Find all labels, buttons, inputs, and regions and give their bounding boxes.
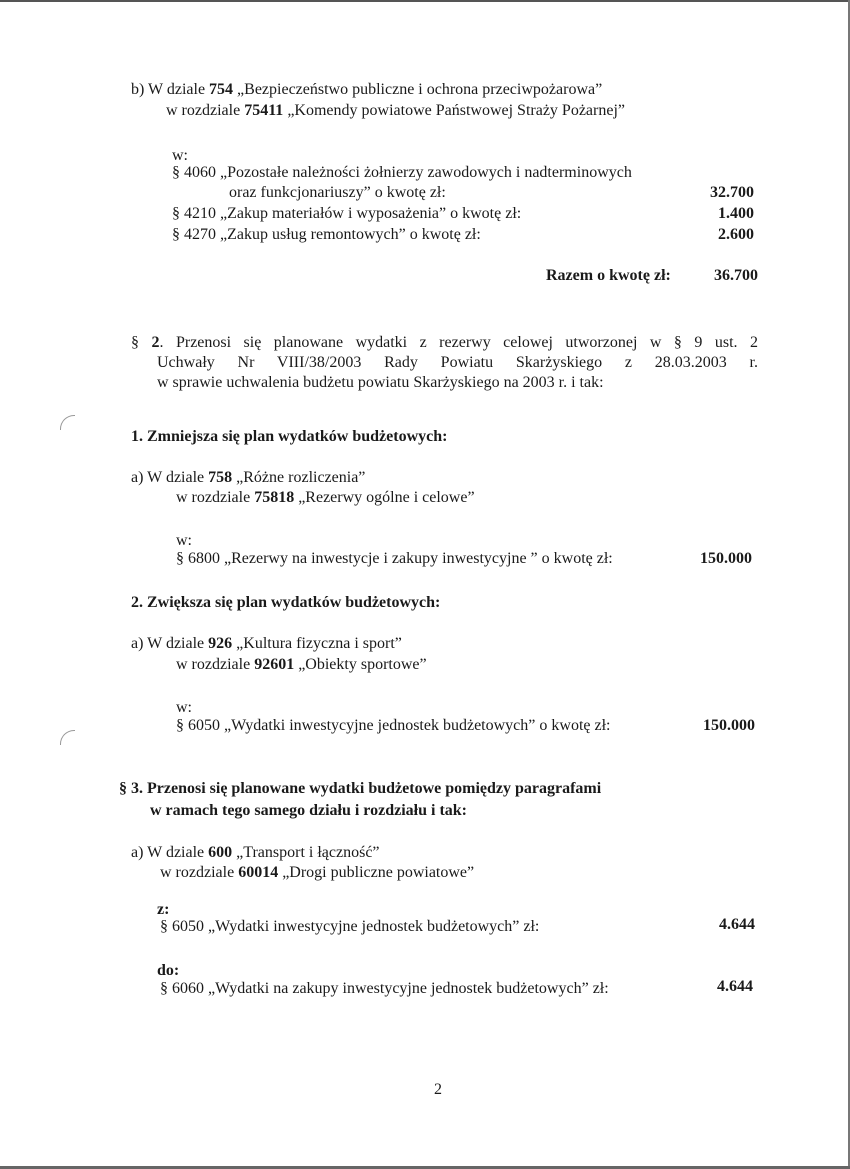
par2-p1-amount: 150.000 (700, 550, 752, 567)
par2-p1-w-label: w: (176, 532, 192, 549)
punch-hole-mark (60, 730, 75, 745)
section-b-total-amount: 36.700 (714, 267, 758, 284)
par3-heading-line1: § 3. Przenosi się planowane wydatki budżetowe pomiędzy paragrafami (119, 780, 602, 797)
par2-point1-heading: 1. Zmniejsza się plan wydatków budżetowych: (131, 428, 448, 445)
par2-p2-line1: a) W dziale 926 „Kultura fizyczna i sport” (131, 635, 402, 652)
section-b-item1-line2: oraz funkcjonariuszy” o kwotę zł: (229, 184, 446, 201)
section-b-item3: § 4270 „Zakup usług remontowych” o kwotę zł: (172, 226, 481, 243)
par3-do-label: do: (157, 962, 180, 979)
par2-p1-item: § 6800 „Rezerwy na inwestycje i zakupy inwestycyjne ” o kwotę zł: (176, 550, 613, 567)
section-b-item2-amount: 1.400 (718, 205, 754, 222)
par3-a-line2: w rozdziale 60014 „Drogi publiczne powiatowe” (160, 864, 475, 881)
par2-p2-w-label: w: (176, 699, 192, 716)
par2-line1: § 2. Przenosi się planowane wydatki z rezerwy celowej utworzonej w § 9 ust. 2 (131, 334, 759, 351)
par2-p1-line1: a) W dziale 758 „Różne rozliczenia” (131, 469, 366, 486)
section-b-w-label: w: (172, 147, 188, 164)
par2-line3: w sprawie uchwalenia budżetu powiatu Skarżyskiego na 2003 r. i tak: (157, 374, 604, 391)
section-b-item3-amount: 2.600 (718, 226, 754, 243)
section-b-line2: w rozdziale 75411 „Komendy powiatowe Państwowej Straży Pożarnej” (166, 102, 625, 119)
par2-p1-line2: w rozdziale 75818 „Rezerwy ogólne i celowe” (176, 489, 475, 506)
par2-p2-line2: w rozdziale 92601 „Obiekty sportowe” (176, 656, 427, 673)
par2-line2: Uchwały Nr VIII/38/2003 Rady Powiatu Skarżyskiego z 28.03.2003 r. (157, 354, 758, 371)
par3-a-line1: a) W dziale 600 „Transport i łączność” (131, 844, 380, 861)
par2-p2-item: § 6050 „Wydatki inwestycyjne jednostek budżetowych” o kwotę zł: (176, 717, 611, 734)
section-b-item2: § 4210 „Zakup materiałów i wyposażenia” o kwotę zł: (172, 205, 522, 222)
section-b-item1-line1: § 4060 „Pozostałe należności żołnierzy zawodowych i nadterminowych (172, 164, 632, 181)
scan-edge-top (0, 0, 850, 2)
par3-do-item: § 6060 „Wydatki na zakupy inwestycyjne jednostek budżetowych” zł: (160, 980, 609, 997)
par3-z-item: § 6050 „Wydatki inwestycyjne jednostek budżetowych” zł: (160, 918, 540, 935)
par3-heading-line2: w ramach tego samego działu i rozdziału i tak: (150, 802, 468, 819)
par3-z-label: z: (157, 901, 170, 918)
par2-p2-amount: 150.000 (703, 717, 755, 734)
section-b-item1-amount: 32.700 (710, 184, 754, 201)
section-b-total-label: Razem o kwotę zł: (546, 267, 671, 284)
par2-point2-heading: 2. Zwiększa się plan wydatków budżetowych: (131, 594, 441, 611)
section-b-line1: b) W dziale 754 „Bezpieczeństwo publiczne i ochrona przeciwpożarowa” (131, 81, 603, 98)
punch-hole-mark (60, 415, 75, 430)
par3-z-amount: 4.644 (719, 916, 755, 933)
page-number: 2 (434, 1081, 442, 1098)
par3-do-amount: 4.644 (717, 978, 753, 995)
